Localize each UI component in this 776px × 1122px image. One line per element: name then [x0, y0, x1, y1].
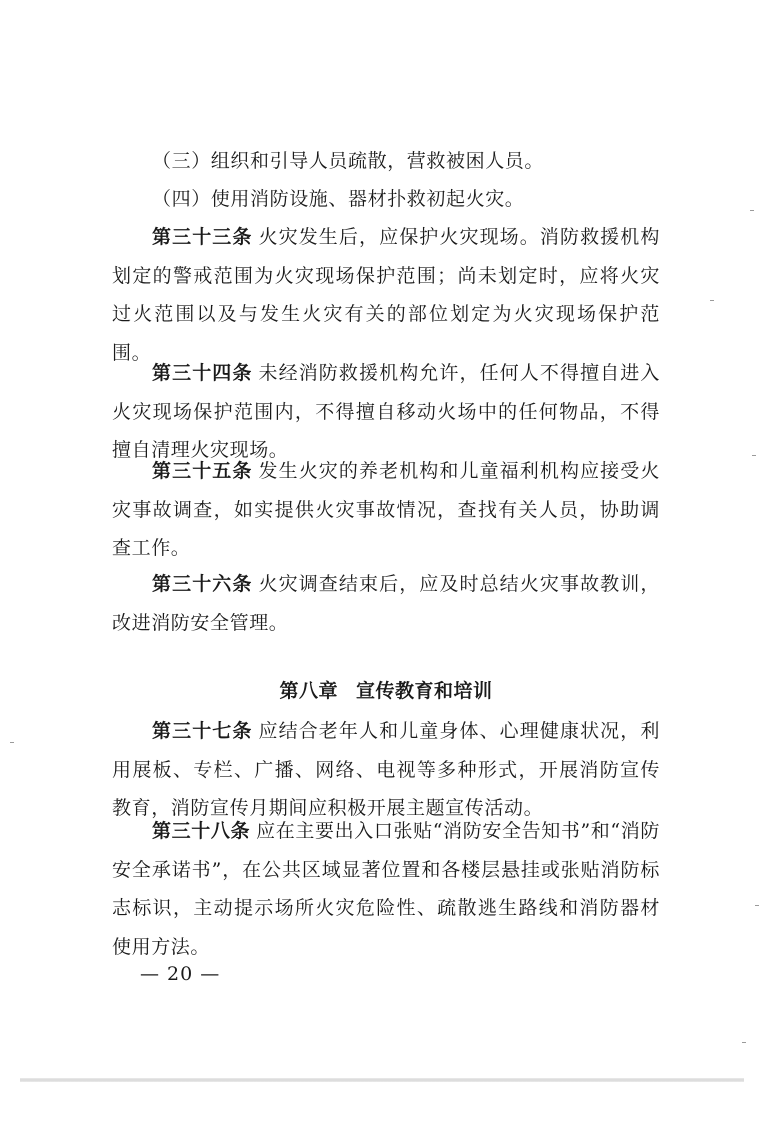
- scan-edge-line: [20, 1078, 744, 1082]
- article-text: 火灾调查结束后，应及时总结火灾事故教训，改进消防安全管理。: [112, 573, 660, 634]
- article-text: 发生火灾的养老机构和儿童福利机构应接受火灾事故调查，如实提供火灾事故情况，查找有关人员，协助调查工作。: [112, 460, 660, 559]
- article-33: [112, 218, 660, 372]
- chapter-title: 宣传教育和培训: [356, 680, 493, 702]
- chapter-number: 第八章: [279, 680, 338, 702]
- scan-speck: [750, 210, 754, 211]
- paragraph-firefighting: [112, 180, 660, 219]
- article-number: 第三十四条: [152, 362, 253, 384]
- article-number: 第三十七条: [152, 720, 253, 742]
- article-number: 第三十五条: [152, 460, 253, 482]
- article-text: 火灾发生后，应保护火灾现场。消防救援机构划定的警戒范围为火灾现场保护范围；尚未划定时，应将火灾过火范围以及与发生火灾有关的部位划定为火灾现场保护范围。: [112, 226, 660, 364]
- article-number: 第三十八条: [152, 820, 251, 842]
- scan-speck: [10, 742, 14, 743]
- article-text: 未经消防救援机构允许，任何人不得擅自进入火灾现场保护范围内，不得擅自移动火场中的任何物品，不得擅自清理火灾现场。: [112, 362, 660, 461]
- scan-speck: [742, 1042, 746, 1043]
- article-37: [112, 712, 660, 828]
- article-35: [112, 452, 660, 568]
- article-text: 应在主要出入口张贴“消防安全告知书”和“消防安全承诺书”，在公共区域显著位置和各楼层悬挂或张贴消防标志标识，主动提示场所火灾危险性、疏散逃生路线和消防器材使用方法。: [112, 820, 660, 958]
- paragraph-text: （三）组织和引导人员疏散，营救被困人员。: [152, 150, 545, 172]
- paragraph-evacuation: [112, 142, 660, 181]
- article-36: [112, 565, 660, 642]
- scan-speck: [752, 455, 756, 456]
- article-text: 应结合老年人和儿童身体、心理健康状况，利用展板、专栏、广播、网络、电视等多种形式，开展消防宣传教育，消防宣传月期间应积极开展主题宣传活动。: [112, 720, 660, 819]
- paragraph-text: （四）使用消防设施、器材扑救初起火灾。: [152, 188, 525, 210]
- page-number: — 20 —: [140, 963, 221, 985]
- article-number: 第三十六条: [152, 573, 253, 595]
- scan-speck: [755, 905, 759, 906]
- chapter-heading: [112, 672, 660, 710]
- scan-speck: [710, 300, 714, 301]
- article-38: [112, 812, 660, 966]
- article-number: 第三十三条: [152, 226, 253, 248]
